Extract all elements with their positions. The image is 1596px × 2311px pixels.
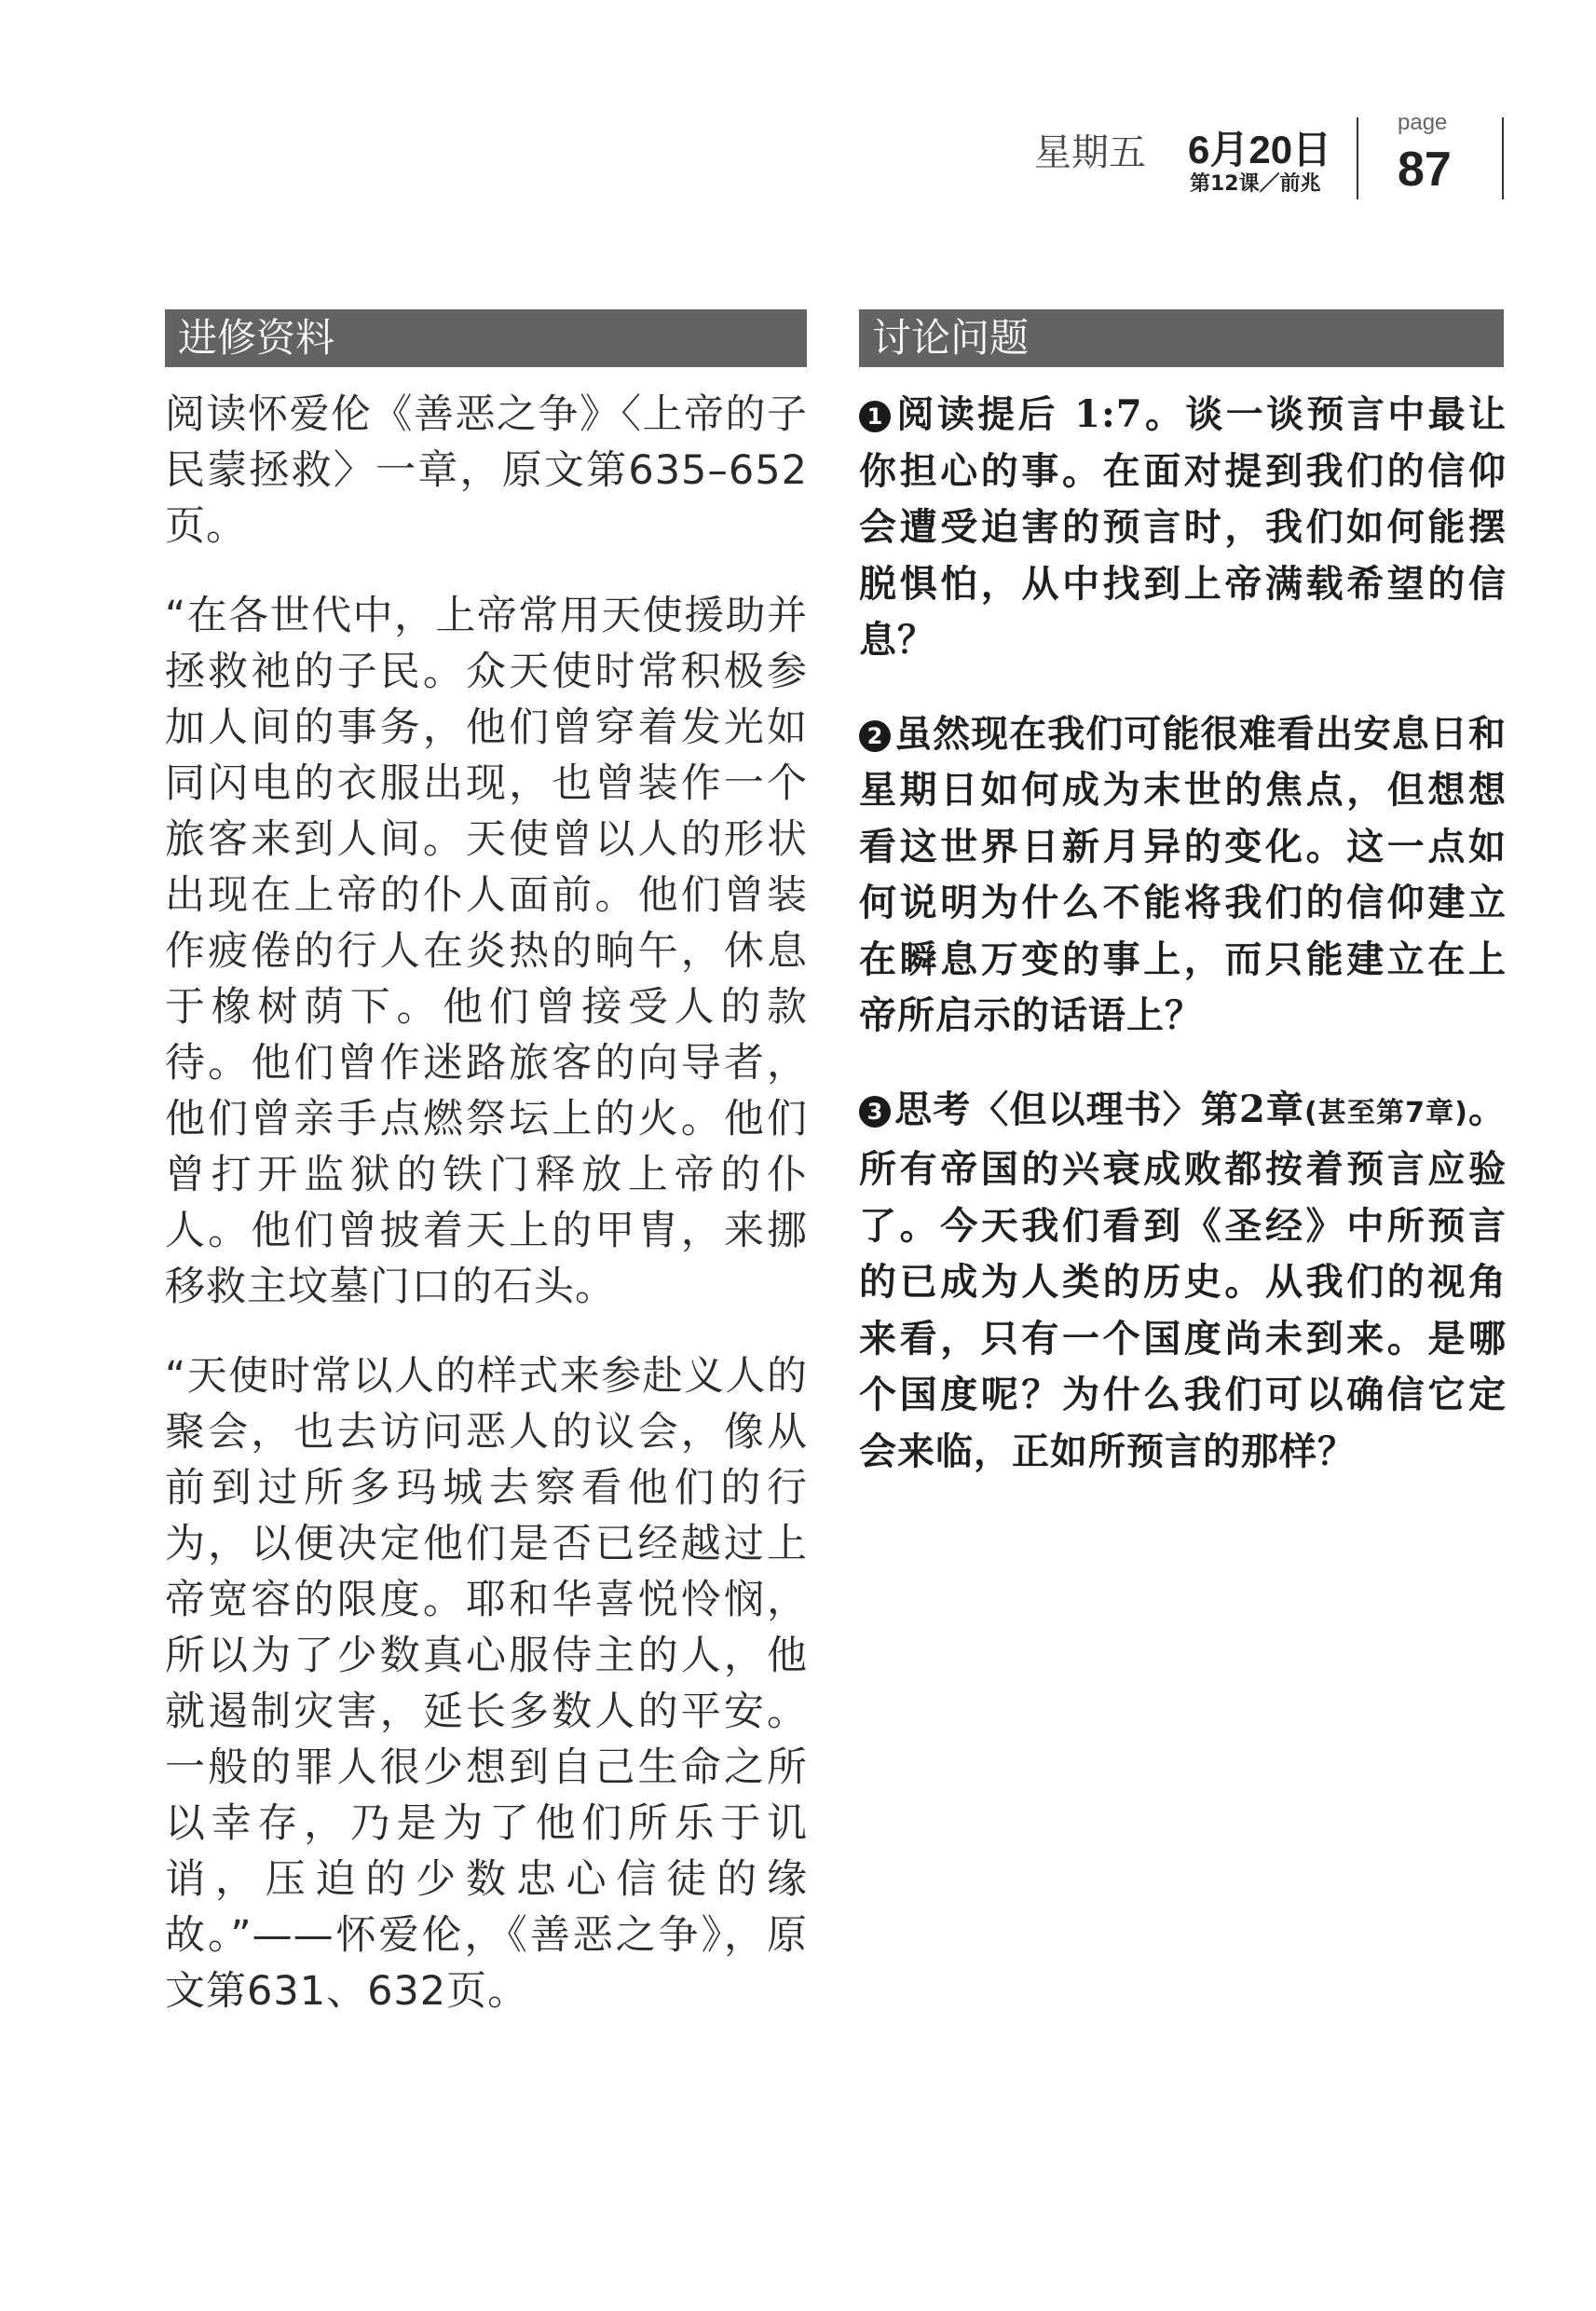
question-text: 思考〈但以理书〉第2章 [894,1087,1305,1131]
question-text: 虽然现在我们可能很难看出安息日和星期日如何成为末世的焦点，但想想看这世界日新月异的变化。这一点如何说明为什么不能将我们的信仰建立在瞬息万变的事上，而只能建立在上帝所启示的话语上？ [859,711,1507,1037]
question-text: 。所有帝国的兴衰成败都按着预言应验了。今天我们看到《圣经》中所预言的已成为人类的历史。从我们的视角来看，只有一个国度尚未到来。是哪个国度呢？为什么我们可以确信它定会来临，正如所预言的那样？ [859,1087,1507,1473]
page-header [0,110,1596,203]
lesson-label: 第12课／前兆 [1190,172,1321,196]
paragraph: 阅读怀爱伦《善恶之争》〈上帝的子民蒙拯救〉一章，原文第635–652页。 [165,391,808,550]
number-three-icon: 3 [859,1096,891,1128]
discussion-questions [859,387,1507,1517]
number-one-icon: 1 [859,401,891,432]
date: 6月20日 [1188,128,1332,171]
further-study-text [165,387,808,2053]
question-item [859,706,1507,1045]
section-title-further-study: 进修资料 [165,309,807,367]
section-title-discussion: 讨论问题 [859,309,1504,367]
question-item [859,387,1507,669]
question-note: (甚至第7章) [1304,1096,1468,1129]
header-divider [1357,117,1358,199]
number-two-icon: 2 [859,720,891,752]
page-label: page [1398,110,1448,135]
paragraph: “在各世代中，上帝常用天使援助并拯救祂的子民。众天使时常积极参加人间的事务，他们曾穿着发光如同闪电的衣服出现，也曾装作一个旅客来到人间。天使曾以人的形状出现在上帝的仆人面前。他们曾装作疲倦的行人在炎热的晌午，休息于橡树荫下。他们曾接受人的款待。他们曾作迷路旅客的向导者，他们曾亲手点燃祭坛上的火。他们曾打开监狱的铁门释放上帝的仆人。他们曾披着天上的甲胄，来挪移救主坟墓门口的石头。 [165,593,808,1310]
page-number: 87 [1398,143,1452,197]
header-divider [1502,117,1504,199]
weekday: 星期五 [1034,131,1146,174]
paragraph: “天使时常以人的样式来参赴义人的聚会，也去访问恶人的议会，像从前到过所多玛城去察看他们的行为，以便决定他们是否已经越过上帝宽容的限度。耶和华喜悦怜悯，所以为了少数真心服侍主的人，他就遏制灾害，延长多数人的平安。一般的罪人很少想到自己生命之所以幸存，乃是为了他们所乐于讥诮，压迫的少数忠心信徒的缘故。”——怀爱伦，《善恶之争》，原文第631、632页。 [165,1353,808,2015]
question-item [859,1082,1507,1481]
question-text: 阅读提后 1:7。谈一谈预言中最让你担心的事。在面对提到我们的信仰会遭受迫害的预言时，我们如何能摆脱惧怕，从中找到上帝满载希望的信息？ [859,392,1507,662]
